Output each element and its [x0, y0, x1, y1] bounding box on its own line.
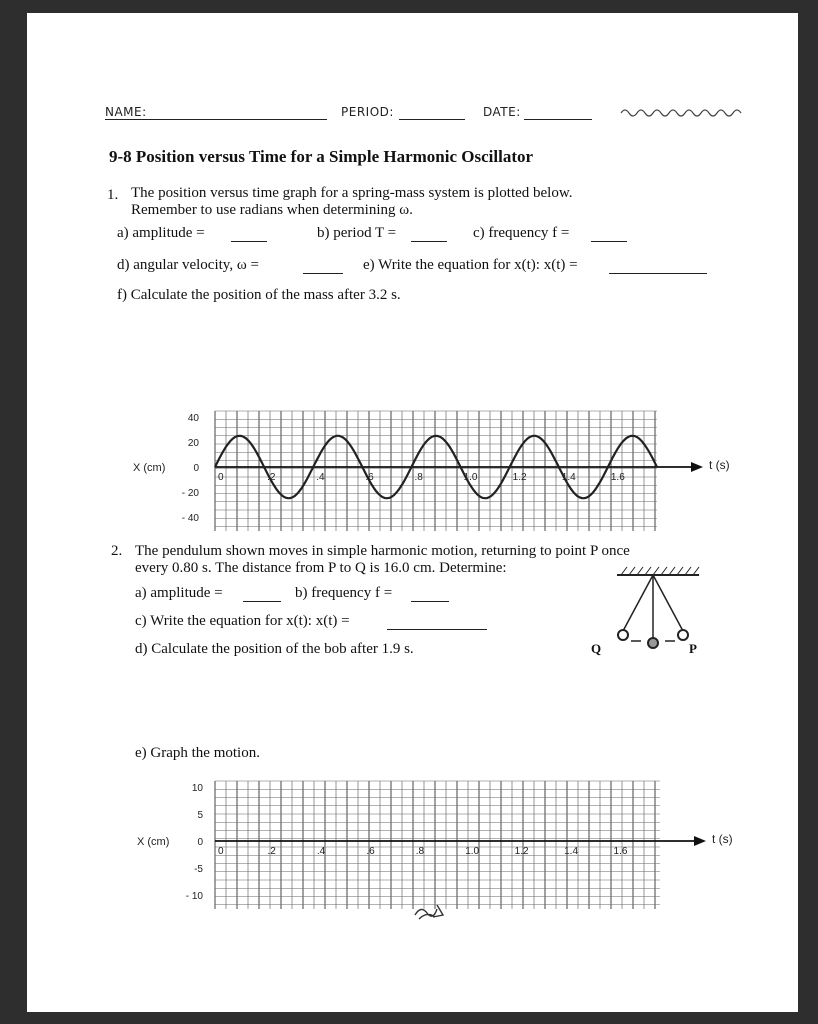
q2-number: 2.	[111, 543, 123, 559]
name-label: NAME:	[105, 105, 147, 119]
date-blank[interactable]	[524, 119, 592, 120]
q1-c-blank[interactable]	[591, 241, 627, 242]
pendulum-label-q: Q	[591, 641, 602, 656]
q1-text-line1: The position versus time graph for a spring-mass system is plotted below.	[131, 185, 573, 201]
q2-a-blank[interactable]	[243, 601, 281, 602]
x-tick-label: 1.0	[463, 472, 478, 483]
x-tick-label: 1.0	[465, 846, 480, 857]
x-tick-label: 1.2	[514, 846, 529, 857]
y-tick-label: -5	[194, 864, 203, 875]
pendulum-diagram	[587, 565, 717, 655]
period-label: PERIOD:	[341, 105, 394, 119]
period-blank[interactable]	[399, 119, 465, 120]
y-tick-label: 0	[193, 463, 199, 474]
y-tick-label: 40	[187, 413, 199, 424]
q2-e-label: e) Graph the motion.	[135, 745, 260, 761]
y-axis-label: X (cm)	[133, 462, 166, 474]
x-axis-label: t (s)	[712, 832, 733, 846]
x-tick-label: 1.4	[561, 472, 576, 483]
q2-c-label: c) Write the equation for x(t): x(t) =	[135, 613, 350, 629]
graph2-grid	[215, 781, 706, 909]
x-tick-label: .2	[267, 846, 276, 857]
time-axis-arrow	[691, 462, 703, 472]
x-tick-label: .4	[316, 472, 325, 483]
y-tick-label: - 10	[185, 891, 203, 902]
x-tick-label: .6	[365, 472, 374, 483]
graph1-grid	[215, 411, 703, 531]
x-tick-label: 1.6	[610, 472, 625, 483]
x-tick-label: .8	[415, 846, 425, 857]
time-axis-arrow	[694, 836, 706, 846]
q1-c-label: c) frequency f =	[473, 225, 570, 241]
x-tick-label: .2	[267, 472, 276, 483]
x-axis-label: t (s)	[709, 458, 730, 472]
q2-a-label: a) amplitude =	[135, 585, 223, 601]
y-axis-label: X (cm)	[137, 836, 170, 848]
y-tick-label: 0	[197, 837, 203, 848]
q2-text-line2: every 0.80 s. The distance from P to Q is 16.0 cm. Determine:	[135, 560, 507, 576]
name-blank[interactable]	[105, 119, 327, 120]
q2-text-line1: The pendulum shown moves in simple harmonic motion, returning to point P once	[135, 543, 630, 559]
q1-a-label: a) amplitude =	[117, 225, 205, 241]
scribble-signature	[619, 105, 749, 119]
y-tick-label: 20	[187, 438, 199, 449]
y-tick-label: 5	[197, 810, 203, 821]
y-tick-label: - 20	[181, 488, 199, 499]
q1-a-blank[interactable]	[231, 241, 267, 242]
page-title: 9-8 Position versus Time for a Simple Harmonic Oscillator	[109, 147, 534, 166]
position-time-graph-1	[127, 403, 730, 538]
x-tick-label: 1.4	[564, 846, 579, 857]
pendulum-label-p: P	[689, 641, 697, 656]
y-tick-label: - 40	[181, 513, 199, 524]
scribble-arrow	[411, 897, 451, 927]
q2-d-label: d) Calculate the position of the bob after 1.9 s.	[135, 641, 414, 657]
worksheet-page	[27, 13, 798, 1012]
q1-text-line2: Remember to use radians when determining ω.	[131, 202, 413, 218]
x-tick-label: 0	[218, 846, 224, 857]
x-tick-label: .8	[414, 472, 423, 483]
x-tick-label: .6	[366, 846, 375, 857]
q2-c-blank[interactable]	[387, 629, 487, 630]
date-label: DATE:	[483, 105, 521, 119]
q2-b-label: b) frequency f =	[295, 585, 393, 601]
q2-b-blank[interactable]	[411, 601, 449, 602]
q1-d-blank[interactable]	[303, 273, 343, 274]
position-time-graph-2[interactable]	[127, 773, 733, 913]
x-tick-label: 1.2	[512, 472, 527, 483]
x-tick-label: 1.6	[613, 846, 628, 857]
q1-b-label: b) period T =	[317, 225, 397, 241]
x-tick-label: .4	[316, 846, 326, 857]
y-tick-label: 10	[191, 783, 203, 794]
x-tick-label: 0	[218, 472, 224, 483]
q1-b-blank[interactable]	[411, 241, 447, 242]
q1-e-blank[interactable]	[609, 273, 707, 274]
q1-f-label: f) Calculate the position of the mass after 3.2 s.	[117, 287, 401, 303]
q1-e-label: e) Write the equation for x(t): x(t) =	[363, 257, 578, 273]
q1-d-label: d) angular velocity, ω =	[117, 257, 259, 273]
q1-number: 1.	[107, 187, 119, 203]
